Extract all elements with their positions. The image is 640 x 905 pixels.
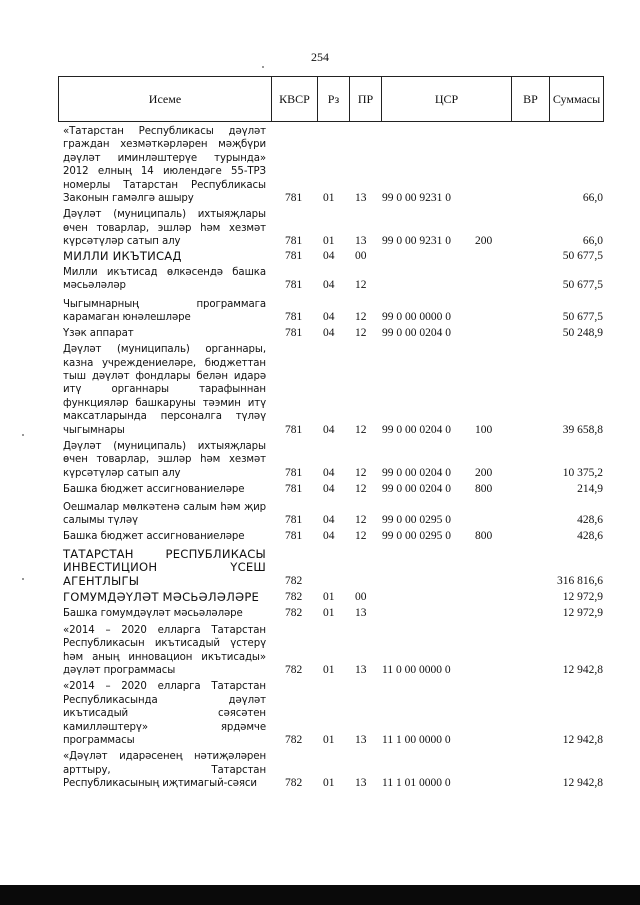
row-name: Башка бюджет ассигнованиеләре (63, 484, 245, 496)
row-sum: 12 942,8 (562, 664, 603, 677)
row-sum: 66,0 (582, 235, 603, 248)
table-row (63, 548, 603, 588)
row-csr: 99 0 00 0295 0 (382, 513, 451, 526)
row-sum: 50 677,5 (562, 249, 603, 262)
row-name: Дәүләт (муниципаль) ихтыяҗлары өчен товарлар, эшләр һәм хезмәт күрсәтүләр сатып алу (63, 209, 266, 248)
row-pr: 13 (355, 664, 367, 677)
table-row (63, 624, 603, 678)
row-rz: 01 (323, 777, 335, 790)
row-vr: 800 (475, 530, 493, 543)
row-csr: 11 1 00 0000 0 (382, 734, 451, 747)
row-sum: 66,0 (582, 192, 603, 205)
table-row (63, 483, 603, 496)
row-name: «2014 – 2020 елларга Татарстан Республикасын икътисадый үстерү һәм аның инновацион икътисады» дәүләт программасы (63, 624, 266, 677)
row-pr: 13 (355, 607, 367, 620)
row-kvsr: 781 (285, 249, 303, 262)
scan-speck (262, 66, 264, 68)
table-header (58, 76, 604, 122)
row-kvsr: 782 (285, 574, 303, 587)
row-csr: 99 0 00 0204 0 (382, 483, 451, 496)
row-pr: 12 (355, 326, 367, 339)
row-kvsr: 781 (285, 423, 303, 436)
row-pr: 13 (355, 192, 367, 205)
row-sum: 12 972,9 (562, 607, 603, 620)
row-rz: 04 (323, 466, 335, 479)
header-kvsr: КВСР (272, 77, 318, 121)
row-name: «2014 – 2020 елларга Татарстан Республикасында дәүләт икътисадый сәясәтен камилләштерү» ярдәмче программасы (63, 681, 266, 747)
row-pr: 13 (355, 734, 367, 747)
row-sum: 50 677,5 (562, 311, 603, 324)
table-row (63, 530, 603, 543)
row-pr: 12 (355, 423, 367, 436)
row-kvsr: 782 (285, 734, 303, 747)
row-name: «Татарстан Республикасы дәүләт граждан хезмәткәрләрен мәҗбүри дәүләт иминләштерүе турында» 2012 елның 14 июлендәге 55-ТРЗ номерлы Татарстан Республикасы Законын гамәлгә ашыру (63, 126, 266, 205)
row-csr: 99 0 00 0000 0 (382, 311, 451, 324)
row-rz: 04 (323, 530, 335, 543)
table-row (63, 501, 603, 528)
row-sum: 428,6 (577, 530, 603, 543)
row-name: МИЛЛИ ИКЪТИСАД (63, 248, 182, 263)
row-rz: 04 (323, 513, 335, 526)
row-pr: 00 (355, 591, 367, 603)
row-name: Дәүләт (муниципаль) органнары, казна учреждениеләре, бюджеттан тыш дәүләт фондлары белән идарә итү органнары тарафыннан функцияләр башкаруны тәэмин итү максатларында персоналга түләү чыгымнары (63, 344, 266, 436)
table-body (63, 125, 603, 791)
header-rz: Рз (318, 77, 350, 121)
row-kvsr: 781 (285, 513, 303, 526)
row-kvsr: 781 (285, 326, 303, 339)
table-row (63, 327, 603, 340)
row-rz: 04 (323, 311, 335, 324)
row-rz: 04 (323, 249, 335, 262)
header-name: Исеме (59, 77, 272, 121)
row-rz: 01 (323, 235, 335, 248)
header-csr: ЦСР (382, 77, 512, 121)
row-kvsr: 782 (285, 591, 303, 603)
row-sum: 316 816,6 (557, 574, 603, 587)
header-vr: ВР (512, 77, 550, 121)
row-kvsr: 781 (285, 235, 303, 248)
row-sum: 50 677,5 (562, 279, 603, 292)
row-name: Дәүләт (муниципаль) ихтыяҗлары өчен товарлар, эшләр һәм хезмәт күрсәтүләр сатып алу (63, 440, 266, 479)
row-name: Милли икътисад өлкәсендә башка мәсьәләләр (63, 267, 266, 292)
row-pr: 12 (355, 279, 367, 292)
row-csr: 99 0 00 9231 0 (382, 192, 451, 205)
row-csr: 99 0 00 9231 0 (382, 235, 451, 248)
row-pr: 12 (355, 311, 367, 324)
row-pr: 12 (355, 483, 367, 496)
table-row (63, 680, 603, 747)
row-rz: 01 (323, 734, 335, 747)
row-sum: 10 375,2 (562, 466, 603, 479)
row-name: ТАТАРСТАН РЕСПУБЛИКАСЫ ИНВЕСТИЦИОН ҮСЕШ АГЕНТЛЫГЫ (63, 546, 266, 588)
table-row (63, 208, 603, 248)
row-sum: 12 942,8 (562, 734, 603, 747)
row-rz: 01 (323, 591, 335, 603)
row-pr: 12 (355, 513, 367, 526)
row-pr: 13 (355, 235, 367, 248)
row-name: Башка гомумдәүләт мәсьәләләре (63, 608, 243, 620)
row-rz: 04 (323, 483, 335, 496)
page-number: 254 (311, 50, 329, 64)
row-rz: 01 (323, 664, 335, 677)
row-sum: 39 658,8 (562, 423, 603, 436)
row-kvsr: 781 (285, 279, 303, 292)
row-kvsr: 781 (285, 466, 303, 479)
row-rz: 01 (323, 607, 335, 620)
row-sum: 50 248,9 (562, 326, 603, 339)
table-row (63, 250, 603, 263)
row-name: «Дәүләт идарәсенең нәтиҗәләрен арттыру, Татарстан Республикасының иҗтимагый-сәяси (63, 751, 266, 790)
row-name: ГОМУМДӘҮЛӘТ МӘСЬӘЛӘЛӘРЕ (63, 590, 260, 604)
row-kvsr: 781 (285, 483, 303, 496)
row-kvsr: 782 (285, 607, 303, 620)
row-csr: 99 0 00 0204 0 (382, 466, 451, 479)
row-pr: 13 (355, 777, 367, 790)
table-row (63, 607, 603, 620)
row-kvsr: 781 (285, 192, 303, 205)
row-rz: 01 (323, 192, 335, 205)
row-name: Үзәк аппарат (63, 327, 134, 339)
row-vr: 200 (475, 235, 493, 248)
row-pr: 12 (355, 466, 367, 479)
table-row (63, 125, 603, 205)
scan-border (0, 885, 640, 905)
table-row (63, 343, 603, 437)
row-csr: 11 0 00 0000 0 (382, 664, 451, 677)
row-name: Башка бюджет ассигнованиеләре (63, 531, 245, 543)
row-rz: 04 (323, 423, 335, 436)
row-csr: 99 0 00 0204 0 (382, 423, 451, 436)
table-row (63, 591, 603, 604)
row-csr: 99 0 00 0295 0 (382, 530, 451, 543)
row-name: Чыгымнарның программага карамаган юнәлешләре (63, 298, 266, 324)
table-row (63, 440, 603, 480)
row-vr: 800 (475, 483, 493, 496)
row-rz: 04 (323, 326, 335, 339)
row-csr: 11 1 01 0000 0 (382, 777, 451, 790)
row-vr: 100 (475, 423, 493, 436)
table-row (63, 266, 603, 293)
row-sum: 12 942,8 (562, 777, 603, 790)
row-kvsr: 782 (285, 664, 303, 677)
row-csr: 99 0 00 0204 0 (382, 326, 451, 339)
row-pr: 00 (355, 249, 367, 262)
row-kvsr: 782 (285, 777, 303, 790)
scan-speck (22, 434, 24, 436)
row-name: Оешмалар мөлкәтенә салым һәм җир салымы түләү (63, 501, 266, 526)
row-kvsr: 781 (285, 311, 303, 324)
scan-speck (22, 578, 24, 580)
row-pr: 12 (355, 530, 367, 543)
row-sum: 428,6 (577, 513, 603, 526)
header-sum: Суммасы (552, 91, 601, 106)
header-pr: ПР (350, 77, 382, 121)
row-kvsr: 781 (285, 530, 303, 543)
row-vr: 200 (475, 466, 493, 479)
table-row (63, 298, 603, 325)
row-sum: 214,9 (577, 483, 603, 496)
row-sum: 12 972,9 (562, 591, 603, 603)
table-row (63, 750, 603, 790)
row-rz: 04 (323, 279, 335, 292)
